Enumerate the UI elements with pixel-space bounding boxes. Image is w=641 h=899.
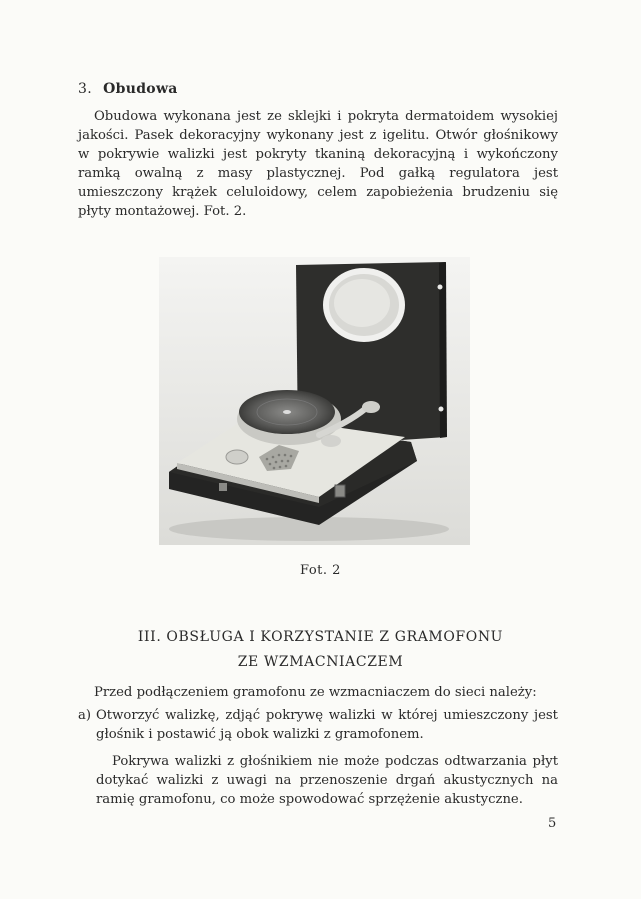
chapter-title-line1: III. OBSŁUGA I KORZYSTANIE Z GRAMOFONU [137,629,504,645]
list-item [78,706,558,744]
photo-gramophone [159,257,470,545]
section-number: 3. [78,81,92,97]
page-number: 5 [548,816,557,831]
chapter-intro: Przed podłączeniem gramofonu ze wzmacniaczem do sieci należy: [94,685,537,700]
list-marker: a) [78,708,92,723]
figure-caption: Fot. 2 [300,563,341,578]
section-paragraph: Obudowa wykonana jest ze sklejki i pokryta dermatoidem wysokiej jakości. Pasek dekoracyjny wykonany jest z igelitu. Otwór głośnikowy w pokrywie walizki jest pokryty tkaniną dekoracyjną i wykończony ramką owalną z masy plastycznej. Pod gałką regulatora jest umieszczony krążek celuloidowy, celem zapobieżenia brudzeniu się płyty montażowej. Fot. 2. [78,109,558,219]
section-title: Obudowa [103,81,178,97]
chapter-note: Pokrywa walizki z głośnikiem nie może podczas odtwarzania płyt dotykać walizki z uwagi na przenoszenie drgań akustycznych na ramię gramofonu, co może spowodować sprzężenie akustyczne. [96,754,558,807]
list-item-text: Otworzyć walizkę, zdjąć pokrywę walizki w której umieszczony jest głośnik i postawić ją obok walizki z gramofonem. [96,708,558,742]
gramophone-photo-illustration [159,257,470,545]
chapter-title-line2: ZE WZMACNIACZEM [237,654,404,670]
section-heading [78,81,178,97]
